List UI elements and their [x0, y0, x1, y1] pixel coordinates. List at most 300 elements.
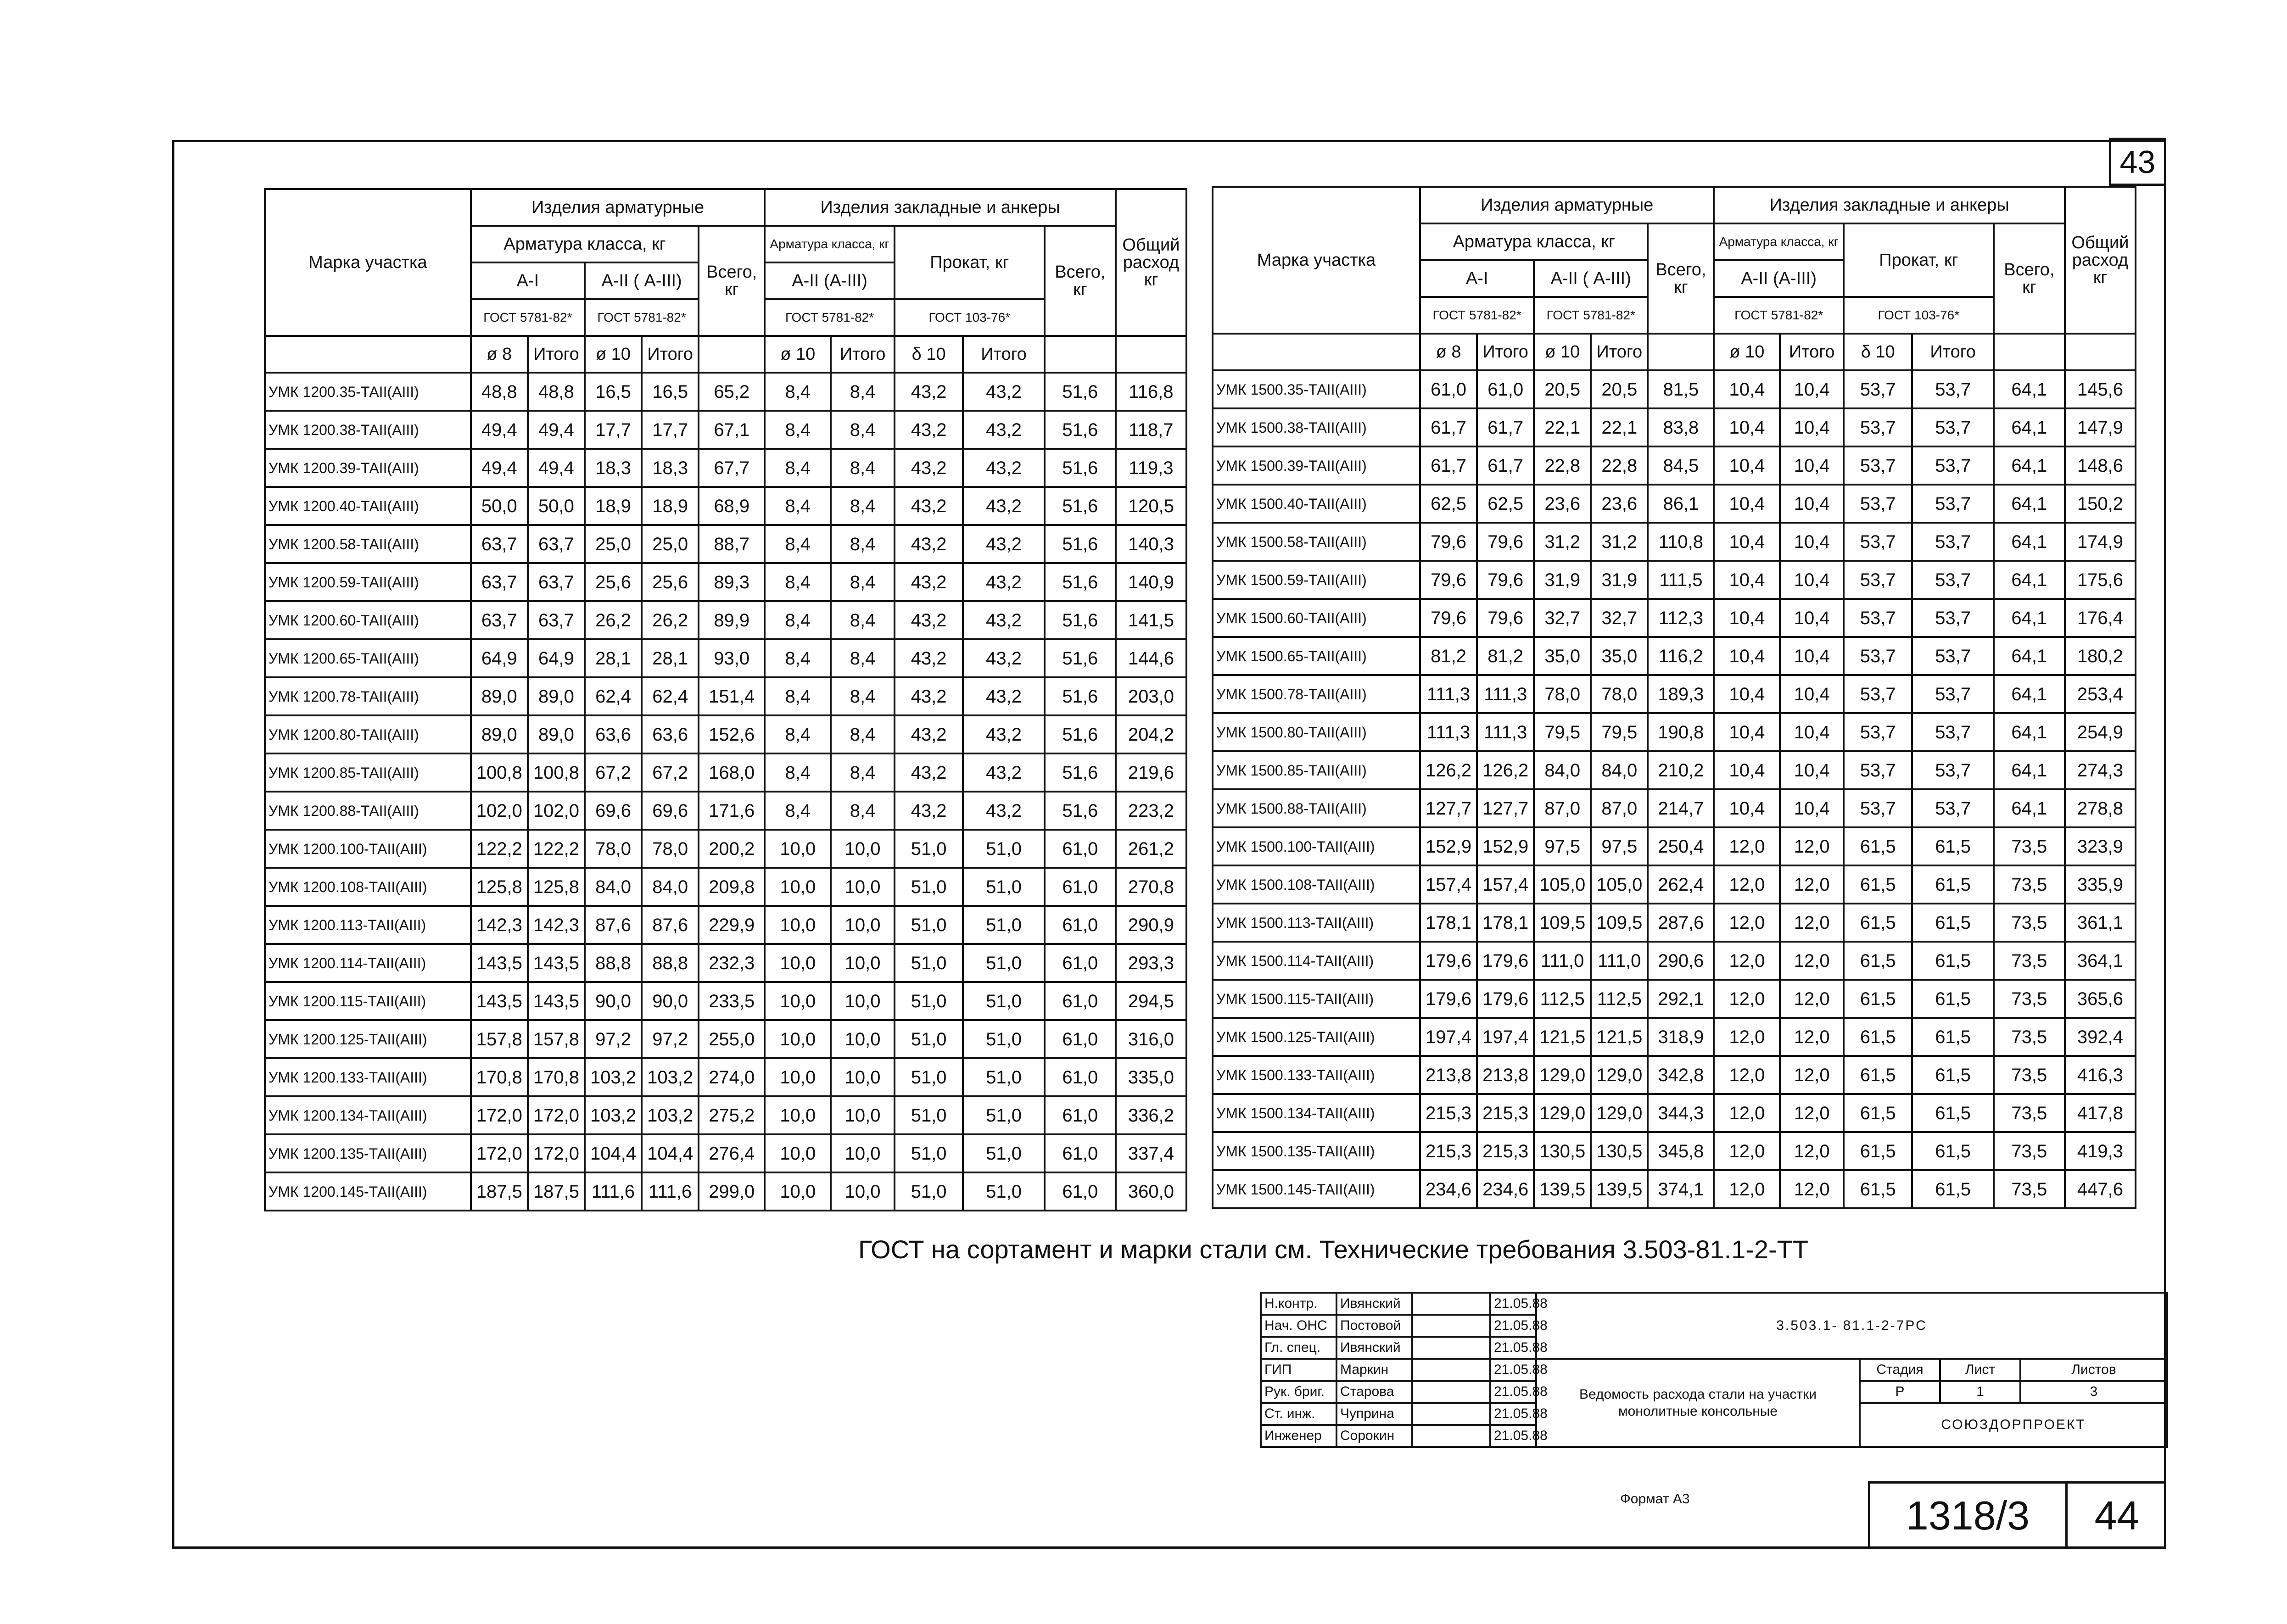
row-value: 111,0 — [1591, 942, 1648, 980]
row-marka: УМК 1200.100-ТАII(АIII) — [265, 830, 471, 868]
row-value: 51,6 — [1045, 677, 1116, 715]
table-row — [265, 1172, 1186, 1211]
row-value: 142,3 — [471, 906, 528, 944]
row-value: 111,3 — [1420, 675, 1477, 713]
row-value: 10,4 — [1714, 713, 1780, 751]
row-value: 10,0 — [831, 830, 895, 868]
row-value: 129,0 — [1534, 1056, 1591, 1094]
table-row — [265, 753, 1186, 792]
signer-role: Нач. ОНС — [1261, 1315, 1336, 1337]
row-value: 78,0 — [585, 830, 642, 868]
row-value: 88,8 — [642, 944, 699, 982]
row-value: 64,1 — [1994, 523, 2065, 561]
row-value: 253,4 — [2065, 675, 2136, 713]
row-value: 361,1 — [2065, 904, 2136, 942]
subheader-itogo: Итого — [1591, 334, 1648, 370]
header-izd-arm: Изделия арматурные — [1420, 187, 1714, 223]
header-gost-a1: ГОСТ 5781-82* — [1420, 297, 1534, 334]
row-value: 12,0 — [1780, 980, 1843, 1018]
row-value: 103,2 — [642, 1058, 699, 1096]
signature — [1412, 1337, 1490, 1359]
row-value: 28,1 — [585, 639, 642, 677]
row-value: 12,0 — [1714, 827, 1780, 865]
row-value: 90,0 — [585, 982, 642, 1020]
row-value: 53,7 — [1912, 485, 1993, 523]
row-value: 93,0 — [699, 639, 765, 677]
header-vsego: Всего, кг — [1045, 226, 1116, 336]
row-marka: УМК 1500.135-ТАII(АIII) — [1213, 1132, 1420, 1170]
row-value: 31,2 — [1534, 523, 1591, 561]
row-marka: УМК 1200.78-ТАII(АIII) — [265, 677, 471, 715]
row-marka: УМК 1500.125-ТАII(АIII) — [1213, 1018, 1420, 1056]
row-value: 53,7 — [1844, 561, 1912, 599]
subheader-itogo: Итого — [1477, 334, 1534, 370]
row-value: 250,4 — [1648, 827, 1714, 865]
row-value: 79,6 — [1477, 561, 1534, 599]
row-value: 419,3 — [2065, 1132, 2136, 1170]
row-value: 49,4 — [471, 411, 528, 449]
row-value: 10,4 — [1714, 485, 1780, 523]
row-value: 337,4 — [1116, 1134, 1186, 1172]
row-value: 10,0 — [831, 1020, 895, 1058]
row-marka: УМК 1500.133-ТАII(АIII) — [1213, 1056, 1420, 1094]
row-marka: УМК 1500.65-ТАII(АIII) — [1213, 637, 1420, 675]
row-value: 63,7 — [471, 601, 528, 639]
row-value: 84,0 — [1534, 751, 1591, 789]
row-value: 10,4 — [1714, 561, 1780, 599]
row-value: 129,0 — [1591, 1056, 1648, 1094]
row-value: 18,3 — [642, 449, 699, 487]
row-value: 204,2 — [1116, 715, 1186, 753]
row-value: 8,4 — [831, 639, 895, 677]
row-value: 43,2 — [963, 411, 1044, 449]
row-value: 294,5 — [1116, 982, 1186, 1020]
row-value: 12,0 — [1780, 865, 1843, 904]
row-value: 53,7 — [1912, 675, 1993, 713]
row-value: 61,7 — [1420, 446, 1477, 485]
row-value: 8,4 — [765, 601, 831, 639]
row-value: 51,6 — [1045, 753, 1116, 792]
row-marka: УМК 1200.115-ТАII(АIII) — [265, 982, 471, 1020]
row-value: 122,2 — [528, 830, 585, 868]
row-value: 276,4 — [699, 1134, 765, 1172]
row-value: 20,5 — [1534, 370, 1591, 408]
header-a2-zakl: А-II (А-III) — [1714, 260, 1844, 297]
row-value: 374,1 — [1648, 1170, 1714, 1208]
row-value: 43,2 — [895, 715, 963, 753]
row-value: 125,8 — [471, 868, 528, 906]
row-value: 61,0 — [1045, 944, 1116, 982]
row-value: 10,0 — [831, 1134, 895, 1172]
row-marka: УМК 1500.80-ТАII(АIII) — [1213, 713, 1420, 751]
row-value: 43,2 — [895, 792, 963, 830]
row-value: 51,6 — [1045, 449, 1116, 487]
row-value: 61,5 — [1912, 865, 1993, 904]
row-value: 61,5 — [1844, 865, 1912, 904]
row-value: 203,0 — [1116, 677, 1186, 715]
row-value: 12,0 — [1780, 1170, 1843, 1208]
row-value: 79,6 — [1420, 561, 1477, 599]
row-value: 89,3 — [699, 563, 765, 601]
row-value: 26,2 — [642, 601, 699, 639]
row-value: 10,0 — [831, 906, 895, 944]
row-value: 84,0 — [1591, 751, 1648, 789]
row-value: 10,4 — [1780, 713, 1843, 751]
table-row — [265, 1020, 1186, 1058]
signer-name: Сорокин — [1336, 1425, 1412, 1447]
table-row — [265, 1058, 1186, 1096]
table-row — [265, 944, 1186, 982]
row-value: 8,4 — [831, 601, 895, 639]
row-value: 10,4 — [1714, 789, 1780, 827]
row-value: 143,5 — [528, 944, 585, 982]
row-value: 8,4 — [831, 411, 895, 449]
row-value: 10,4 — [1714, 675, 1780, 713]
row-value: 102,0 — [528, 792, 585, 830]
row-value: 25,6 — [642, 563, 699, 601]
table-row — [265, 1134, 1186, 1172]
row-marka: УМК 1200.80-ТАII(АIII) — [265, 715, 471, 753]
row-value: 10,0 — [831, 1096, 895, 1134]
row-value: 18,9 — [642, 487, 699, 525]
row-value: 100,8 — [471, 753, 528, 792]
row-value: 43,2 — [895, 449, 963, 487]
row-value: 10,0 — [765, 1020, 831, 1058]
row-value: 299,0 — [699, 1172, 765, 1211]
table-body-1500 — [1213, 370, 2136, 1208]
row-value: 180,2 — [2065, 637, 2136, 675]
row-value: 79,6 — [1420, 599, 1477, 637]
row-marka: УМК 1200.108-ТАII(АIII) — [265, 868, 471, 906]
table-row — [1213, 675, 2136, 713]
header-a1: А-I — [1420, 260, 1534, 297]
row-value: 197,4 — [1477, 1018, 1534, 1056]
row-value: 88,7 — [699, 525, 765, 563]
row-value: 61,0 — [1045, 1058, 1116, 1096]
row-value: 187,5 — [471, 1172, 528, 1211]
row-value: 51,0 — [963, 1096, 1044, 1134]
row-value: 61,0 — [1045, 868, 1116, 906]
row-value: 53,7 — [1912, 561, 1993, 599]
row-value: 43,2 — [963, 525, 1044, 563]
row-value: 53,7 — [1912, 408, 1993, 446]
row-value: 10,4 — [1714, 599, 1780, 637]
row-value: 8,4 — [831, 525, 895, 563]
row-value: 64,1 — [1994, 713, 2065, 751]
row-value: 53,7 — [1844, 751, 1912, 789]
row-value: 103,2 — [585, 1096, 642, 1134]
row-marka: УМК 1200.133-ТАII(АIII) — [265, 1058, 471, 1096]
row-value: 51,6 — [1045, 639, 1116, 677]
row-marka: УМК 1200.65-ТАII(АIII) — [265, 639, 471, 677]
row-value: 51,6 — [1045, 563, 1116, 601]
list-value: 1 — [1940, 1381, 2020, 1403]
row-value: 12,0 — [1714, 865, 1780, 904]
row-value: 88,8 — [585, 944, 642, 982]
listov-value: 3 — [2020, 1381, 2167, 1403]
row-value: 215,3 — [1477, 1132, 1534, 1170]
format-label: Формат А3 — [1620, 1491, 1690, 1507]
row-value: 12,0 — [1714, 1170, 1780, 1208]
signer-name: Ивянский — [1336, 1293, 1412, 1315]
table-row — [265, 639, 1186, 677]
row-value: 61,0 — [1045, 1134, 1116, 1172]
row-value: 290,6 — [1648, 942, 1714, 980]
steel-table-1500 — [1212, 186, 2136, 1209]
row-value: 81,5 — [1648, 370, 1714, 408]
row-value: 51,6 — [1045, 715, 1116, 753]
row-value: 100,8 — [528, 753, 585, 792]
row-value: 10,4 — [1780, 523, 1843, 561]
steel-table-1200 — [264, 188, 1187, 1211]
row-value: 43,2 — [895, 639, 963, 677]
sheet-number-box: 43 — [2109, 138, 2166, 186]
row-value: 61,0 — [1045, 1020, 1116, 1058]
row-value: 10,0 — [765, 868, 831, 906]
header-a2: А-II ( А-III) — [585, 262, 699, 299]
subheader-itogo: Итого — [642, 336, 699, 373]
table-row — [1213, 789, 2136, 827]
row-value: 274,3 — [2065, 751, 2136, 789]
row-value: 69,6 — [585, 792, 642, 830]
row-marka: УМК 1500.145-ТАII(АIII) — [1213, 1170, 1420, 1208]
row-value: 18,9 — [585, 487, 642, 525]
row-value: 61,5 — [1912, 1132, 1993, 1170]
signer-date: 21.05.88 — [1490, 1293, 1536, 1315]
row-value: 63,7 — [471, 525, 528, 563]
row-value: 51,0 — [895, 1134, 963, 1172]
row-value: 61,5 — [1912, 1094, 1993, 1132]
row-value: 16,5 — [585, 373, 642, 411]
table-row — [1213, 904, 2136, 942]
row-value: 8,4 — [765, 792, 831, 830]
row-value: 8,4 — [831, 792, 895, 830]
row-value: 73,5 — [1994, 1132, 2065, 1170]
row-value: 187,5 — [528, 1172, 585, 1211]
row-value: 17,7 — [585, 411, 642, 449]
header-gost-a1: ГОСТ 5781-82* — [471, 299, 585, 336]
row-value: 141,5 — [1116, 601, 1186, 639]
row-marka: УМК 1500.85-ТАII(АIII) — [1213, 751, 1420, 789]
row-value: 105,0 — [1534, 865, 1591, 904]
row-value: 53,7 — [1844, 485, 1912, 523]
row-value: 79,5 — [1591, 713, 1648, 751]
row-value: 53,7 — [1912, 789, 1993, 827]
row-marka: УМК 1500.59-ТАII(АIII) — [1213, 561, 1420, 599]
row-value: 145,6 — [2065, 370, 2136, 408]
row-value: 43,2 — [895, 525, 963, 563]
row-value: 51,0 — [963, 830, 1044, 868]
row-value: 64,1 — [1994, 637, 2065, 675]
row-value: 53,7 — [1844, 599, 1912, 637]
row-value: 10,4 — [1780, 789, 1843, 827]
row-value: 26,2 — [585, 601, 642, 639]
header-arm-klassa: Арматура класса, кг — [471, 226, 699, 262]
signer-date: 21.05.88 — [1490, 1425, 1536, 1447]
header-gost-zakl: ГОСТ 5781-82* — [765, 299, 895, 336]
row-value: 64,1 — [1994, 561, 2065, 599]
row-value: 125,8 — [528, 868, 585, 906]
row-value: 12,0 — [1714, 980, 1780, 1018]
header-izd-zakl: Изделия закладные и анкеры — [1714, 187, 2064, 223]
row-value: 416,3 — [2065, 1056, 2136, 1094]
row-value: 255,0 — [699, 1020, 765, 1058]
row-value: 51,6 — [1045, 373, 1116, 411]
row-value: 12,0 — [1714, 1018, 1780, 1056]
row-value: 12,0 — [1780, 1094, 1843, 1132]
row-value: 172,0 — [471, 1096, 528, 1134]
row-marka: УМК 1200.113-ТАII(АIII) — [265, 906, 471, 944]
table-row — [1213, 446, 2136, 485]
table-row — [265, 373, 1186, 411]
row-value: 151,4 — [699, 677, 765, 715]
row-value: 143,5 — [471, 982, 528, 1020]
row-value: 73,5 — [1994, 1170, 2065, 1208]
row-value: 43,2 — [895, 601, 963, 639]
stadiya-value: Р — [1860, 1381, 1940, 1403]
row-value: 104,4 — [642, 1134, 699, 1172]
row-value: 61,5 — [1912, 1056, 1993, 1094]
row-value: 130,5 — [1534, 1132, 1591, 1170]
subheader-blank — [1648, 334, 1714, 370]
row-value: 116,8 — [1116, 373, 1186, 411]
row-value: 152,9 — [1477, 827, 1534, 865]
list-label: Лист — [1940, 1359, 2020, 1381]
row-value: 170,8 — [471, 1058, 528, 1096]
row-value: 64,9 — [528, 639, 585, 677]
row-marka: УМК 1200.88-ТАII(АIII) — [265, 792, 471, 830]
table-row — [265, 677, 1186, 715]
row-value: 97,2 — [642, 1020, 699, 1058]
row-value: 10,4 — [1714, 370, 1780, 408]
signature — [1412, 1359, 1490, 1381]
row-marka: УМК 1200.40-ТАII(АIII) — [265, 487, 471, 525]
header-a2-zakl: А-II (А-III) — [765, 262, 895, 299]
row-value: 10,4 — [1780, 675, 1843, 713]
subheader-s10: δ 10 — [895, 336, 963, 373]
row-value: 62,5 — [1420, 485, 1477, 523]
row-marka: УМК 1200.135-ТАII(АIII) — [265, 1134, 471, 1172]
row-marka: УМК 1200.35-ТАII(АIII) — [265, 373, 471, 411]
signer-role: Ст. инж. — [1261, 1403, 1336, 1425]
row-value: 120,5 — [1116, 487, 1186, 525]
signer-date: 21.05.88 — [1490, 1337, 1536, 1359]
row-value: 73,5 — [1994, 865, 2065, 904]
row-value: 97,2 — [585, 1020, 642, 1058]
row-value: 8,4 — [831, 487, 895, 525]
row-value: 111,6 — [642, 1172, 699, 1211]
row-value: 51,0 — [963, 1172, 1044, 1211]
row-value: 140,3 — [1116, 525, 1186, 563]
row-value: 10,0 — [765, 944, 831, 982]
table-row — [1213, 561, 2136, 599]
row-value: 234,6 — [1477, 1170, 1534, 1208]
subheader-blank — [1116, 336, 1186, 373]
doc-number: 3.503.1- 81.1-2-7РС — [1536, 1293, 2167, 1359]
row-value: 8,4 — [831, 373, 895, 411]
row-value: 8,4 — [765, 677, 831, 715]
row-value: 43,2 — [963, 753, 1044, 792]
signer-name: Старова — [1336, 1381, 1412, 1403]
row-value: 89,0 — [471, 677, 528, 715]
row-value: 174,9 — [2065, 523, 2136, 561]
row-value: 111,6 — [585, 1172, 642, 1211]
row-value: 63,7 — [528, 563, 585, 601]
row-value: 49,4 — [528, 449, 585, 487]
row-value: 51,0 — [963, 1020, 1044, 1058]
subheader-blank — [1213, 334, 1420, 370]
row-value: 335,9 — [2065, 865, 2136, 904]
row-marka: УМК 1500.114-ТАII(АIII) — [1213, 942, 1420, 980]
row-value: 323,9 — [2065, 827, 2136, 865]
table-body-1200 — [265, 373, 1186, 1211]
subheader-d8: ø 8 — [1420, 334, 1477, 370]
row-value: 12,0 — [1780, 827, 1843, 865]
row-value: 172,0 — [528, 1134, 585, 1172]
signer-role: Н.контр. — [1261, 1293, 1336, 1315]
row-marka: УМК 1500.38-ТАII(АIII) — [1213, 408, 1420, 446]
row-value: 64,1 — [1994, 789, 2065, 827]
row-marka: УМК 1500.88-ТАII(АIII) — [1213, 789, 1420, 827]
row-value: 10,4 — [1780, 637, 1843, 675]
row-value: 10,0 — [765, 982, 831, 1020]
row-value: 78,0 — [1534, 675, 1591, 713]
row-value: 61,5 — [1844, 1094, 1912, 1132]
row-value: 73,5 — [1994, 980, 2065, 1018]
row-value: 64,1 — [1994, 446, 2065, 485]
row-value: 51,6 — [1045, 601, 1116, 639]
header-arm-klassa-zakl: Арматура класса, кг — [1714, 223, 1844, 260]
signature — [1412, 1381, 1490, 1403]
table-row — [1213, 942, 2136, 980]
subheader-blank — [1994, 334, 2065, 370]
row-value: 49,4 — [528, 411, 585, 449]
row-value: 152,9 — [1420, 827, 1477, 865]
row-marka: УМК 1500.35-ТАII(АIII) — [1213, 370, 1420, 408]
row-value: 51,0 — [895, 944, 963, 982]
row-value: 150,2 — [2065, 485, 2136, 523]
col-header-marka: Марка участка — [1213, 187, 1420, 334]
row-value: 25,0 — [585, 525, 642, 563]
row-value: 53,7 — [1844, 523, 1912, 561]
subheader-itogo: Итого — [831, 336, 895, 373]
row-value: 84,5 — [1648, 446, 1714, 485]
row-marka: УМК 1500.39-ТАII(АIII) — [1213, 446, 1420, 485]
table-row — [265, 715, 1186, 753]
subheader-s10: δ 10 — [1844, 334, 1912, 370]
row-value: 43,2 — [895, 487, 963, 525]
row-value: 63,7 — [528, 601, 585, 639]
table-row — [265, 563, 1186, 601]
row-value: 10,0 — [765, 1058, 831, 1096]
row-value: 200,2 — [699, 830, 765, 868]
signature — [1412, 1403, 1490, 1425]
row-value: 290,9 — [1116, 906, 1186, 944]
row-value: 89,0 — [471, 715, 528, 753]
row-value: 219,6 — [1116, 753, 1186, 792]
row-value: 53,7 — [1844, 370, 1912, 408]
row-value: 126,2 — [1420, 751, 1477, 789]
row-value: 213,8 — [1420, 1056, 1477, 1094]
row-value: 8,4 — [831, 753, 895, 792]
row-value: 8,4 — [765, 715, 831, 753]
title-block-row — [1261, 1359, 2167, 1381]
row-value: 43,2 — [963, 487, 1044, 525]
subheader-itogo: Итого — [1912, 334, 1993, 370]
row-value: 232,3 — [699, 944, 765, 982]
row-value: 122,2 — [471, 830, 528, 868]
row-value: 8,4 — [765, 563, 831, 601]
